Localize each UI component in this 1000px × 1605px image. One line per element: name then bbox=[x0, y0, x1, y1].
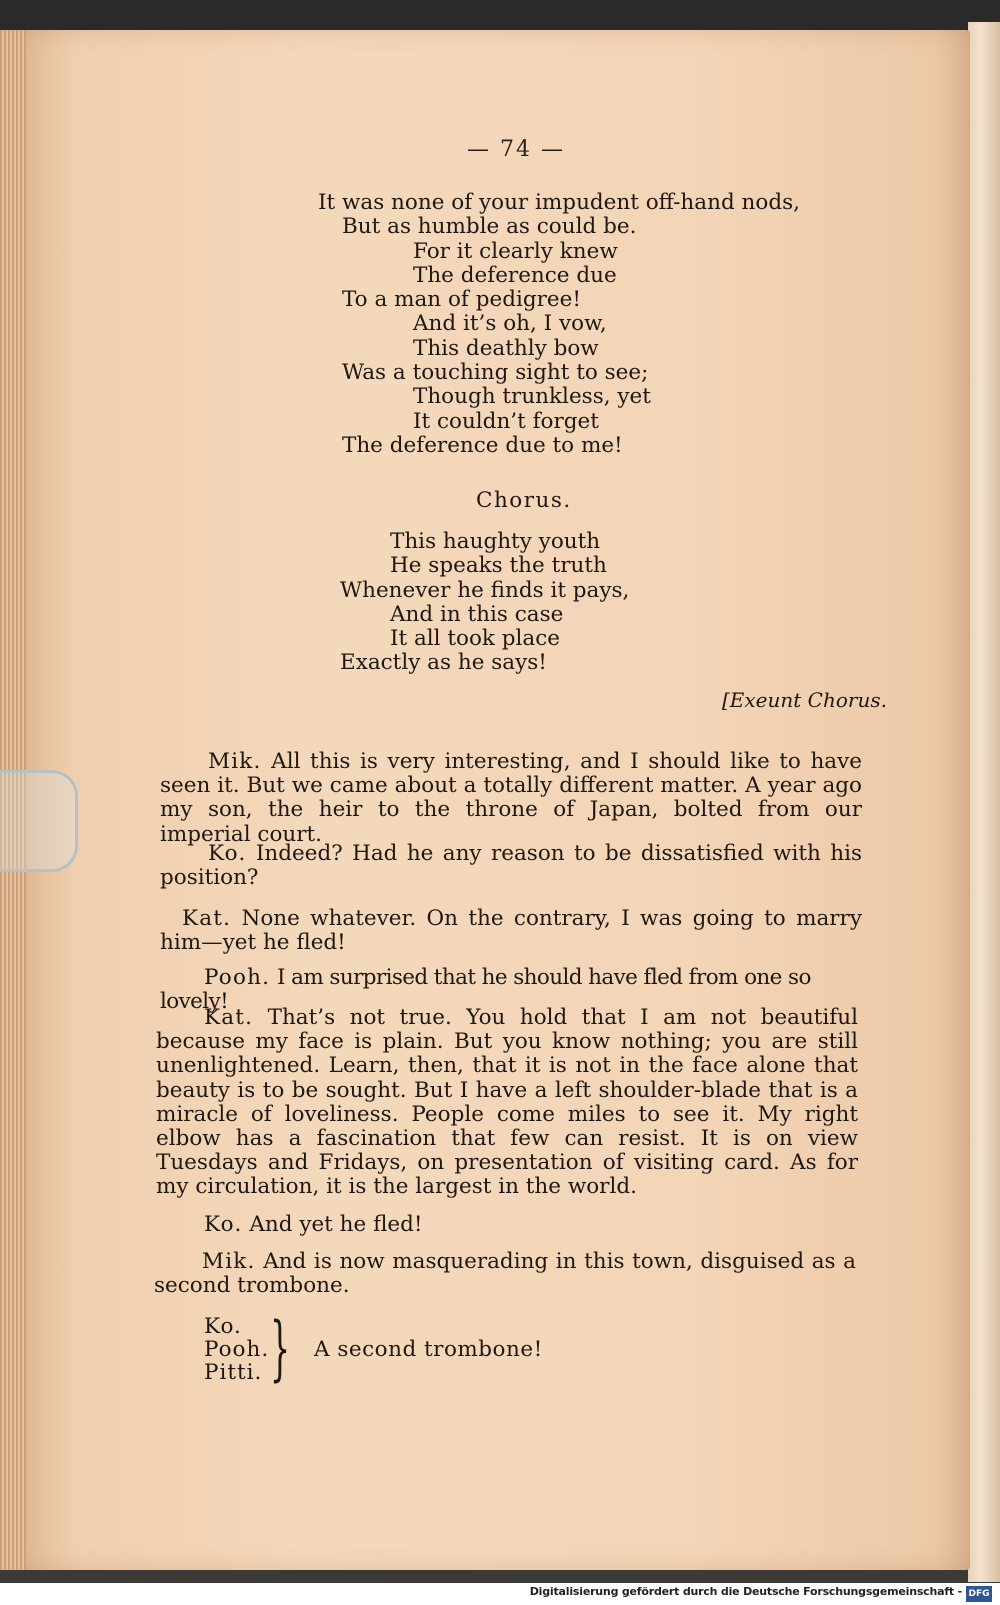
chorus-line: He speaks the truth bbox=[390, 553, 607, 579]
dfg-logo: DFG bbox=[966, 1586, 992, 1602]
speaker-name: Ko. bbox=[208, 841, 247, 866]
group-line: A second trombone! bbox=[314, 1337, 543, 1362]
dialogue-text: And is now masquerading in this town, disguised as a second trombone. bbox=[154, 1249, 856, 1299]
dialogue-text: And yet he fled! bbox=[249, 1212, 423, 1237]
dialogue-text: That’s not true. You hold that I am not beautiful because my face is plain. But you know nothing; you are still unenlightened. Learn, then, that it is not in the face alone that beauty is to be sought. But I have a left shoulder-blade that is a miracle of loveliness. People come miles to see it. My right elbow has a fascination that few can resist. It is on view Tuesdays and Fridays, on presentation of visiting card. As for my circulation, it is the largest in the world. bbox=[156, 1005, 858, 1200]
chorus-line: It all took place bbox=[390, 626, 560, 652]
speaker-name: Kat. bbox=[204, 1005, 254, 1030]
verse bbox=[318, 191, 800, 458]
dialogue-paragraph bbox=[160, 842, 862, 890]
dialogue-text: None whatever. On the contrary, I was going to marry him—yet he fled! bbox=[160, 906, 862, 956]
speaker-name: Pooh. bbox=[204, 1337, 270, 1362]
group-speakers bbox=[204, 1315, 269, 1384]
verse-line: To a man of pedigree! bbox=[342, 287, 581, 313]
dialogue-text: All this is very interesting, and I should like to have seen it. But we came about a totally different matter. A year ago my son, the heir to the throne of Japan, bolted from our imperial court. bbox=[160, 749, 862, 847]
speaker-name: Pooh. bbox=[204, 965, 271, 990]
dialogue-paragraph bbox=[160, 907, 862, 955]
verse-line: This deathly bow bbox=[413, 335, 599, 361]
dialogue-paragraph bbox=[156, 1006, 858, 1200]
next-page-edge-letters bbox=[990, 700, 1000, 1260]
chorus-line: Whenever he finds it pays, bbox=[340, 577, 630, 603]
verse-line: Was a touching sight to see; bbox=[342, 360, 649, 386]
speaker-name: Ko. bbox=[204, 1314, 242, 1339]
verse-line: And it’s oh, I vow, bbox=[413, 311, 607, 337]
verse-line: Though trunkless, yet bbox=[413, 384, 651, 410]
chorus-heading: Chorus. bbox=[476, 488, 572, 513]
bookmark-clip bbox=[0, 770, 78, 872]
chorus-line: Exactly as he says! bbox=[340, 650, 547, 676]
verse-line: It was none of your impudent off-hand nods, bbox=[318, 190, 800, 215]
dialogue-text: Indeed? Had he any reason to be dissatisfied with his position? bbox=[160, 841, 862, 891]
speaker-name: Mik. bbox=[208, 749, 262, 774]
chorus-line: This haughty youth bbox=[390, 529, 601, 554]
dialogue-paragraph bbox=[154, 1250, 856, 1298]
speaker-name: Mik. bbox=[202, 1249, 256, 1274]
page-number: — 74 — bbox=[467, 137, 565, 162]
digitization-credit: Digitalisierung gefördert durch die Deutsche Forschungsgemeinschaft - bbox=[529, 1585, 962, 1598]
dialogue-text: I am surprised that he should have fled from one so lovely! bbox=[160, 965, 811, 1015]
curly-brace: } bbox=[270, 1307, 291, 1389]
verse-line: But as humble as could be. bbox=[342, 214, 637, 240]
dialogue-paragraph bbox=[156, 1213, 858, 1237]
verse-line: The deference due bbox=[413, 262, 617, 288]
speaker-name: Pitti. bbox=[204, 1360, 263, 1385]
stage-direction: [Exeunt Chorus. bbox=[722, 688, 887, 712]
speaker-name: Kat. bbox=[182, 906, 232, 931]
chorus-verse bbox=[340, 530, 629, 676]
verse-line: The deference due to me! bbox=[342, 432, 623, 458]
dialogue-paragraph bbox=[160, 750, 862, 847]
verse-line: It couldn’t forget bbox=[413, 408, 599, 434]
chorus-line: And in this case bbox=[390, 601, 564, 627]
speaker-name: Ko. bbox=[204, 1212, 243, 1237]
verse-line: For it clearly knew bbox=[413, 238, 618, 264]
